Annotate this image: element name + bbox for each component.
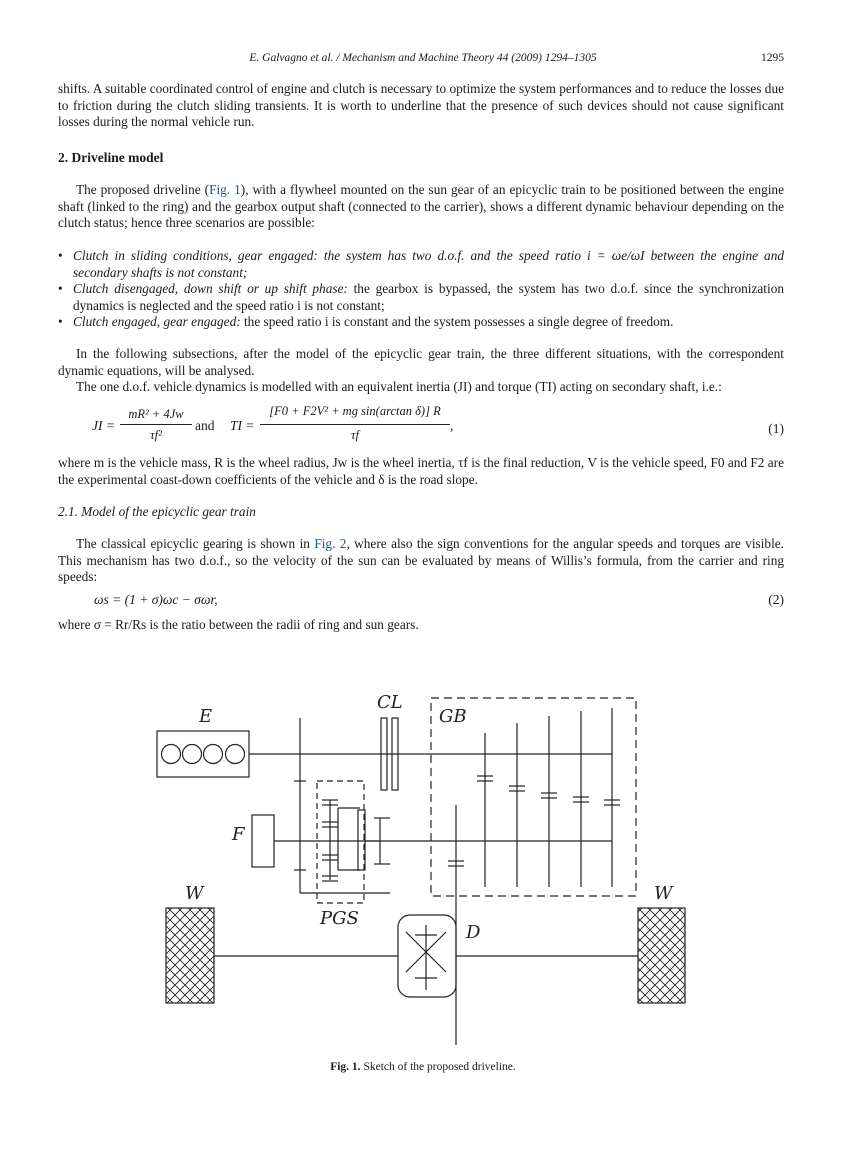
page-number: 1295: [761, 52, 784, 64]
header-citation: E. Galvagno et al. / Mechanism and Machine Theory 44 (2009) 1294–1305: [249, 52, 597, 64]
section-2-1-para-2: where σ = Rr/Rs is the ratio between the radii of ring and sun gears.: [58, 617, 419, 632]
caption-label: Fig. 1.: [330, 1061, 361, 1073]
label-clutch: CL: [377, 692, 403, 713]
label-differential: D: [466, 922, 481, 943]
list-item: • Clutch engaged, gear engaged: the speed ratio i is constant and the system possesses a single degree of freedom.: [58, 314, 784, 331]
flywheel-block: [252, 815, 274, 867]
differential-housing: [398, 915, 456, 997]
equation-1: JI = mR² + 4Jw τf² and TI = [F0 + F2V² + mg sin(arctan δ)] R τf ,: [92, 404, 454, 442]
wheel-left: [166, 908, 214, 1003]
fig-1-link[interactable]: Fig. 1: [209, 182, 241, 197]
section-2-1-title: 2.1. Model of the epicyclic gear train: [58, 504, 256, 519]
section-2-1-para-1: The classical epicyclic gearing is shown in Fig. 2, where also the sign conventions for the angular speeds and torques are visible. This mechanism has two d.o.f., so the velocity of the sun can be evaluated by means of Willis’s formula, from the carrier and ring speeds:: [58, 536, 784, 585]
equation-2-number: (2): [768, 592, 784, 607]
wheel-right: [638, 908, 685, 1003]
label-gearbox: GB: [439, 706, 467, 727]
equation-1-number: (1): [768, 421, 784, 436]
equation-2: ωs = (1 + σ)ωc − σωr,: [94, 592, 218, 607]
intro-paragraph: shifts. A suitable coordinated control of engine and clutch is necessary to optimize the system performances and to reduce the losses due to friction during the clutch sliding transients. It is worth to underline that the presence of such devices should not cause significant losses during the normal vehicle run.: [58, 81, 784, 130]
caption-text: Sketch of the proposed driveline.: [363, 1061, 516, 1073]
label-flywheel: F: [232, 824, 245, 845]
section-2-para-4: where m is the vehicle mass, R is the wheel radius, Jw is the wheel inertia, τf is the final reduction, V is the vehicle speed, F0 and F2 are the experimental coast-down coefficients of the vehicle and δ is the road slope.: [58, 455, 784, 487]
label-wheel-left: W: [185, 883, 204, 904]
figure-caption: [0, 1061, 846, 1073]
list-item: • Clutch disengaged, down shift or up shift phase: the gearbox is bypassed, the system has two d.o.f. since the synchronization dynamics is neglected and the speed ratio i is not constant;: [58, 281, 784, 314]
engine-cylinders-icon: [162, 745, 245, 764]
section-2-para-1: The proposed driveline (Fig. 1), with a flywheel mounted on the sun gear of an epicyclic train to be positioned between the engine shaft (linked to the ring) and the gearbox output shaft (connected to the carrier), shows a different dynamic behaviour depending on the clutch status; hence three scenarios are possible:: [58, 182, 784, 231]
fig-2-link[interactable]: Fig. 2: [314, 536, 347, 551]
section-2-para-3: The one d.o.f. vehicle dynamics is modelled with an equivalent inertia (JI) and torque (TI) acting on secondary shaft, i.e.:: [76, 379, 722, 394]
section-2-para-2: In the following subsections, after the model of the epicyclic gear train, the three different situations, with the correspondent dynamic equations, will be analysed.: [58, 346, 784, 378]
list-item: • Clutch in sliding conditions, gear engaged: the system has two d.o.f. and the speed ratio i = ωe/ωI between the engine and secondary shafts is not constant;: [58, 248, 784, 281]
section-2-title: 2. Driveline model: [58, 150, 164, 165]
label-wheel-right: W: [654, 883, 673, 904]
pgs-box: [317, 781, 364, 903]
label-engine: E: [199, 706, 213, 727]
label-pgs: PGS: [320, 908, 359, 929]
